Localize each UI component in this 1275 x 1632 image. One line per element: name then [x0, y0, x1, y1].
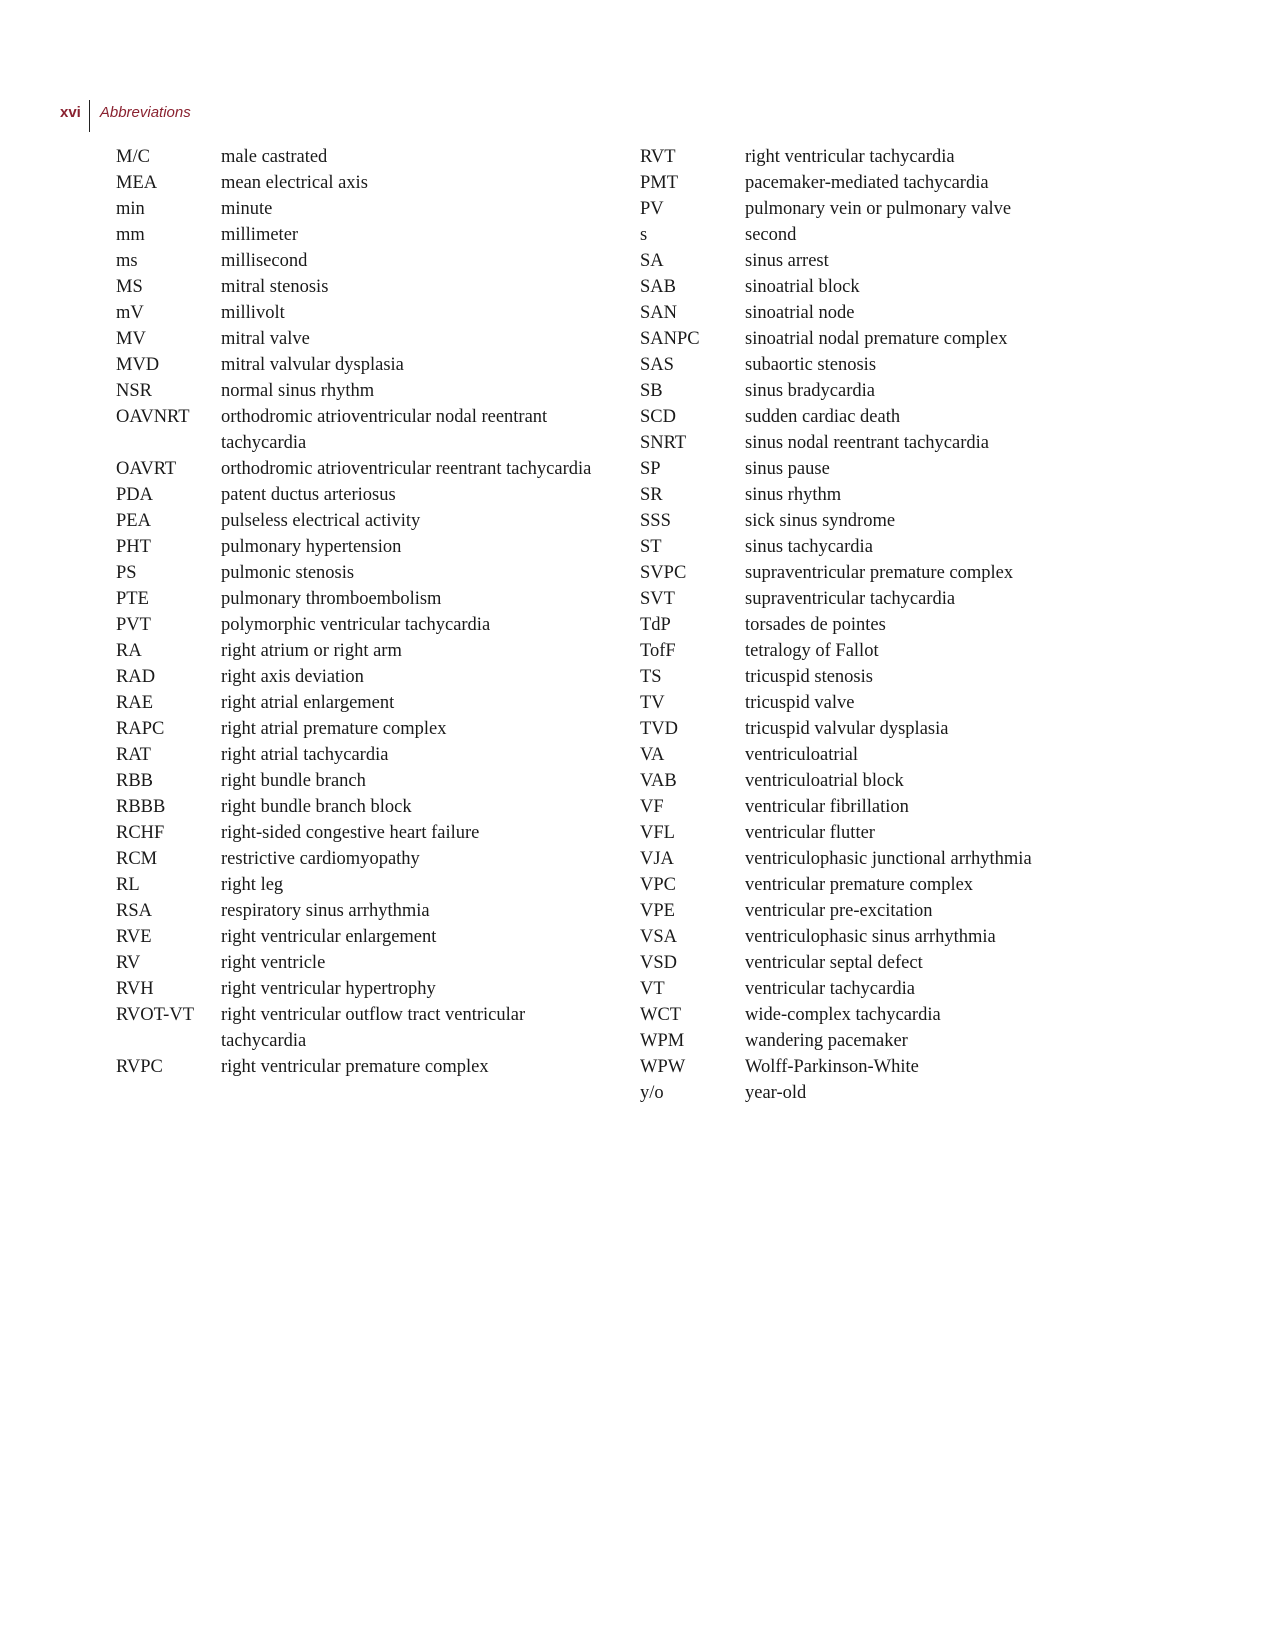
abbreviation-entry	[116, 638, 616, 664]
abbreviation-term: PDA	[116, 485, 154, 505]
abbreviation-definition: restrictive cardiomyopathy	[221, 849, 420, 869]
abbreviation-entry	[640, 482, 1200, 508]
abbreviation-entry	[116, 716, 616, 742]
abbreviation-entry	[116, 976, 616, 1002]
abbreviation-entry	[640, 742, 1200, 768]
abbreviation-definition: right axis deviation	[221, 667, 364, 687]
abbreviation-definition: ventriculophasic sinus arrhythmia	[745, 927, 996, 947]
abbreviation-term: SB	[640, 381, 663, 401]
abbreviation-entry	[116, 196, 616, 222]
abbreviation-entry	[640, 1002, 1200, 1028]
abbreviation-entry	[116, 170, 616, 196]
abbreviation-term: WPM	[640, 1031, 685, 1051]
abbreviation-term: SAS	[640, 355, 674, 375]
abbreviation-definition: sinus arrest	[745, 251, 829, 271]
abbreviation-term: VF	[640, 797, 664, 817]
abbreviation-definition: wandering pacemaker	[745, 1031, 908, 1051]
abbreviation-term: VJA	[640, 849, 674, 869]
abbreviation-definition: right ventricular premature complex	[221, 1057, 489, 1077]
abbreviation-term: M/C	[116, 147, 150, 167]
abbreviation-definition: supraventricular premature complex	[745, 563, 1014, 583]
abbreviation-entry	[640, 794, 1200, 820]
abbreviation-entry	[640, 222, 1200, 248]
abbreviation-entry	[640, 586, 1200, 612]
abbreviation-definition: ventricular fibrillation	[745, 797, 909, 817]
abbreviation-term: TofF	[640, 641, 676, 661]
abbreviation-definition: right atrial tachycardia	[221, 745, 389, 765]
abbreviation-definition: right atrial enlargement	[221, 693, 395, 713]
abbreviation-definition: right atrium or right arm	[221, 641, 402, 661]
abbreviation-term: RCHF	[116, 823, 165, 843]
abbreviation-term: VPC	[640, 875, 676, 895]
abbreviation-term: PS	[116, 563, 137, 583]
running-head	[60, 100, 191, 136]
abbreviation-definition: millisecond	[221, 251, 308, 271]
abbreviation-term: PHT	[116, 537, 151, 557]
abbreviation-definition: sinus bradycardia	[745, 381, 875, 401]
abbreviation-term: SAB	[640, 277, 676, 297]
abbreviation-entry	[116, 326, 616, 352]
abbreviation-term: TdP	[640, 615, 671, 635]
abbreviation-definition: normal sinus rhythm	[221, 381, 375, 401]
section-title: Abbreviations	[99, 104, 191, 121]
abbreviation-term: RVE	[116, 927, 152, 947]
abbreviation-definition: pulseless electrical activity	[221, 511, 421, 531]
abbreviation-entry	[116, 534, 616, 560]
abbreviation-term: RVOT-VT	[116, 1005, 195, 1025]
abbreviation-term: VSA	[640, 927, 678, 947]
abbreviation-column-left	[116, 144, 616, 1080]
abbreviation-definition: right ventricular hypertrophy	[221, 979, 436, 999]
abbreviation-term: TS	[640, 667, 662, 687]
abbreviation-term: MVD	[116, 355, 160, 375]
abbreviation-definition: ventriculoatrial block	[745, 771, 904, 791]
abbreviation-entry	[640, 404, 1200, 430]
abbreviation-entry	[116, 482, 616, 508]
abbreviation-list	[116, 144, 1216, 1144]
abbreviation-entry	[640, 248, 1200, 274]
abbreviation-entry	[640, 170, 1200, 196]
abbreviation-entry	[116, 950, 616, 976]
abbreviation-entry	[640, 716, 1200, 742]
abbreviation-definition: tricuspid valvular dysplasia	[745, 719, 949, 739]
abbreviation-entry	[116, 794, 616, 820]
abbreviation-entry	[116, 768, 616, 794]
abbreviation-term: s	[640, 225, 648, 245]
abbreviation-definition: tricuspid stenosis	[745, 667, 873, 687]
abbreviation-term: PTE	[116, 589, 149, 609]
abbreviation-term: VFL	[640, 823, 675, 843]
abbreviation-definition: mitral valvular dysplasia	[221, 355, 404, 375]
abbreviation-entry	[640, 898, 1200, 924]
abbreviation-definition: respiratory sinus arrhythmia	[221, 901, 430, 921]
abbreviation-entry	[640, 612, 1200, 638]
abbreviation-definition: minute	[221, 199, 273, 219]
abbreviation-term: SVPC	[640, 563, 687, 583]
abbreviation-definition: polymorphic ventricular tachycardia	[221, 615, 491, 635]
abbreviation-definition: orthodromic atrioventricular nodal reentrant tachycardia	[221, 407, 548, 453]
abbreviation-entry	[640, 560, 1200, 586]
abbreviation-definition: sick sinus syndrome	[745, 511, 896, 531]
abbreviation-term: RVT	[640, 147, 676, 167]
abbreviation-definition: right ventricular enlargement	[221, 927, 437, 947]
abbreviation-definition: pulmonary thromboembolism	[221, 589, 442, 609]
abbreviation-term: SR	[640, 485, 663, 505]
abbreviation-term: RAD	[116, 667, 156, 687]
abbreviation-entry	[640, 690, 1200, 716]
abbreviation-definition: subaortic stenosis	[745, 355, 877, 375]
abbreviation-term: VSD	[640, 953, 678, 973]
abbreviation-term: SANPC	[640, 329, 700, 349]
abbreviation-term: VAB	[640, 771, 677, 791]
abbreviation-entry	[116, 248, 616, 274]
abbreviation-entry	[640, 924, 1200, 950]
abbreviation-term: MV	[116, 329, 146, 349]
abbreviation-entry	[116, 820, 616, 846]
abbreviation-entry	[640, 950, 1200, 976]
abbreviation-definition: right atrial premature complex	[221, 719, 447, 739]
abbreviation-term: SVT	[640, 589, 675, 609]
abbreviation-definition: right ventricular tachycardia	[745, 147, 955, 167]
abbreviation-term: mm	[116, 225, 145, 245]
abbreviation-term: VT	[640, 979, 665, 999]
abbreviation-entry	[640, 846, 1200, 872]
abbreviation-entry	[640, 1028, 1200, 1054]
abbreviation-entry	[640, 1080, 1200, 1106]
abbreviation-definition: supraventricular tachycardia	[745, 589, 956, 609]
abbreviation-definition: millivolt	[221, 303, 285, 323]
abbreviation-column-right	[640, 144, 1200, 1106]
abbreviation-entry	[640, 638, 1200, 664]
abbreviation-term: TV	[640, 693, 665, 713]
abbreviation-entry	[640, 768, 1200, 794]
abbreviation-definition: mitral valve	[221, 329, 310, 349]
abbreviation-definition: second	[745, 225, 797, 245]
abbreviation-entry	[116, 612, 616, 638]
abbreviation-term: SA	[640, 251, 664, 271]
abbreviation-entry	[116, 274, 616, 300]
abbreviation-term: OAVNRT	[116, 407, 190, 427]
abbreviation-term: RAT	[116, 745, 151, 765]
abbreviation-term: MS	[116, 277, 143, 297]
abbreviation-entry	[640, 378, 1200, 404]
abbreviation-definition: sinus tachycardia	[745, 537, 873, 557]
abbreviation-entry	[640, 976, 1200, 1002]
abbreviation-definition: wide-complex tachycardia	[745, 1005, 941, 1025]
abbreviation-term: mV	[116, 303, 144, 323]
abbreviation-definition: patent ductus arteriosus	[221, 485, 396, 505]
abbreviation-term: RVPC	[116, 1057, 163, 1077]
abbreviation-entry	[640, 534, 1200, 560]
abbreviation-entry	[116, 872, 616, 898]
abbreviation-definition: ventricular septal defect	[745, 953, 923, 973]
abbreviation-entry	[116, 690, 616, 716]
abbreviation-entry	[116, 404, 616, 456]
abbreviation-entry	[116, 924, 616, 950]
abbreviation-entry	[116, 586, 616, 612]
abbreviation-entry	[640, 508, 1200, 534]
abbreviation-entry	[116, 508, 616, 534]
abbreviation-term: NSR	[116, 381, 152, 401]
abbreviation-entry	[640, 196, 1200, 222]
abbreviation-definition: ventricular tachycardia	[745, 979, 915, 999]
abbreviation-term: PVT	[116, 615, 151, 635]
abbreviation-definition: right ventricular outflow tract ventricular tachycardia	[221, 1005, 526, 1051]
abbreviation-entry	[116, 456, 616, 482]
abbreviation-definition: pulmonary hypertension	[221, 537, 402, 557]
abbreviation-term: RL	[116, 875, 140, 895]
abbreviation-definition: right-sided congestive heart failure	[221, 823, 480, 843]
abbreviation-term: RAE	[116, 693, 153, 713]
abbreviation-definition: pacemaker-mediated tachycardia	[745, 173, 989, 193]
abbreviation-entry	[640, 456, 1200, 482]
abbreviation-definition: millimeter	[221, 225, 299, 245]
abbreviation-entry	[116, 144, 616, 170]
abbreviation-entry	[116, 560, 616, 586]
abbreviation-definition: Wolff-Parkinson-White	[745, 1057, 919, 1077]
abbreviation-definition: ventricular premature complex	[745, 875, 974, 895]
abbreviation-definition: orthodromic atrioventricular reentrant tachycardia	[221, 459, 592, 479]
abbreviation-entry	[640, 820, 1200, 846]
abbreviation-definition: sinoatrial node	[745, 303, 855, 323]
abbreviation-term: SNRT	[640, 433, 687, 453]
abbreviation-term: RAPC	[116, 719, 165, 739]
abbreviation-entry	[640, 430, 1200, 456]
abbreviation-term: RBB	[116, 771, 154, 791]
abbreviation-term: TVD	[640, 719, 679, 739]
abbreviation-term: RBBB	[116, 797, 166, 817]
abbreviation-entry	[116, 352, 616, 378]
abbreviation-term: SP	[640, 459, 661, 479]
abbreviation-definition: pulmonary vein or pulmonary valve	[745, 199, 1012, 219]
abbreviation-definition: right bundle branch block	[221, 797, 412, 817]
abbreviation-definition: sinoatrial nodal premature complex	[745, 329, 1008, 349]
abbreviation-definition: pulmonic stenosis	[221, 563, 355, 583]
abbreviation-term: WPW	[640, 1057, 686, 1077]
abbreviation-definition: torsades de pointes	[745, 615, 886, 635]
abbreviation-definition: year-old	[745, 1083, 807, 1103]
abbreviation-definition: sinoatrial block	[745, 277, 860, 297]
abbreviation-term: ms	[116, 251, 138, 271]
abbreviation-entry	[116, 378, 616, 404]
abbreviation-definition: ventricular pre-excitation	[745, 901, 933, 921]
abbreviation-term: RVH	[116, 979, 154, 999]
abbreviation-term: RCM	[116, 849, 158, 869]
abbreviation-definition: tricuspid valve	[745, 693, 855, 713]
abbreviation-entry	[116, 300, 616, 326]
abbreviation-entry	[640, 664, 1200, 690]
abbreviation-entry	[116, 742, 616, 768]
abbreviation-entry	[640, 326, 1200, 352]
abbreviation-term: VA	[640, 745, 665, 765]
abbreviation-term: min	[116, 199, 145, 219]
abbreviation-term: y/o	[640, 1083, 664, 1103]
abbreviation-entry	[116, 664, 616, 690]
abbreviation-term: SCD	[640, 407, 676, 427]
abbreviation-definition: ventriculoatrial	[745, 745, 859, 765]
page-number: xvi	[60, 100, 90, 132]
abbreviation-definition: mitral stenosis	[221, 277, 329, 297]
abbreviation-term: ST	[640, 537, 662, 557]
abbreviation-term: VPE	[640, 901, 675, 921]
abbreviation-definition: right ventricle	[221, 953, 326, 973]
abbreviation-term: RV	[116, 953, 141, 973]
abbreviation-definition: ventriculophasic junctional arrhythmia	[745, 849, 1032, 869]
abbreviation-entry	[640, 300, 1200, 326]
abbreviation-term: PEA	[116, 511, 151, 531]
abbreviation-definition: ventricular flutter	[745, 823, 875, 843]
abbreviation-term: MEA	[116, 173, 158, 193]
abbreviation-definition: mean electrical axis	[221, 173, 368, 193]
abbreviation-entry	[640, 352, 1200, 378]
abbreviation-entry	[640, 1054, 1200, 1080]
abbreviation-term: SAN	[640, 303, 678, 323]
abbreviation-definition: sudden cardiac death	[745, 407, 901, 427]
abbreviation-definition: male castrated	[221, 147, 328, 167]
abbreviation-entry	[116, 846, 616, 872]
abbreviation-entry	[116, 1002, 616, 1054]
abbreviation-definition: sinus nodal reentrant tachycardia	[745, 433, 989, 453]
abbreviation-term: PV	[640, 199, 664, 219]
abbreviation-term: WCT	[640, 1005, 682, 1025]
abbreviation-definition: sinus rhythm	[745, 485, 842, 505]
abbreviation-term: RA	[116, 641, 142, 661]
abbreviation-entry	[116, 898, 616, 924]
abbreviation-entry	[116, 222, 616, 248]
abbreviation-entry	[116, 1054, 616, 1080]
abbreviation-entry	[640, 274, 1200, 300]
abbreviation-definition: right leg	[221, 875, 284, 895]
abbreviation-entry	[640, 144, 1200, 170]
abbreviation-entry	[640, 872, 1200, 898]
abbreviation-definition: tetralogy of Fallot	[745, 641, 879, 661]
abbreviation-term: PMT	[640, 173, 679, 193]
abbreviation-definition: sinus pause	[745, 459, 830, 479]
abbreviation-term: OAVRT	[116, 459, 177, 479]
abbreviation-term: SSS	[640, 511, 671, 531]
abbreviation-definition: right bundle branch	[221, 771, 366, 791]
abbreviation-term: RSA	[116, 901, 152, 921]
